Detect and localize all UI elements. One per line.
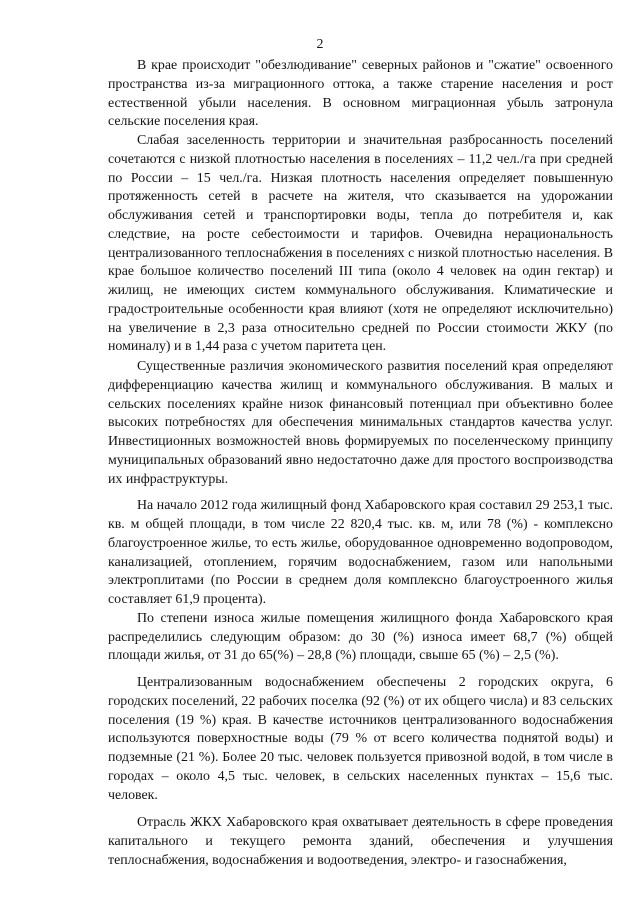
paragraph-housing-utilities-sector: Отрасль ЖКХ Хабаровского края охватывает деятельность в сфере проведения капитального и текущего ремонта зданий, обеспечения и улучшения теплоснабжения, водоснабжения и водоотведения, электро- и газоснабжения, (108, 815, 613, 868)
body-text (108, 57, 613, 871)
paragraph-depopulation: В крае происходит "обезлюдивание" северных районов и "сжатие" освоенного пространства из-за миграционного оттока, а также старение населения и рост естественной убыли населения. В основном миграционная убыль затронула сельские поселения края. (108, 58, 613, 130)
paragraph-population-density: Слабая заселенность территории и значительная разбросанность поселений сочетаются с низкой плотностью населения в поселениях – 11,2 чел./га при средней по России – 15 чел./га. Низкая плотность населения определяет повышенную протяженность сетей в расчете на жителя, что сказывается на удорожании обслуживания сетей и транспортировки воды, тепла до потребителя и, как следствие, на росте себестоимости и тарифов. Очевидна нерациональность централизованного теплоснабжения в поселениях с низкой плотностью населения. В крае большое количество поселений III типа (около 4 человек на один гектар) и жилищ, не имеющих систем коммунального обслуживания. Климатические и градостроительные особенности края влияют (хотя не определяют исключительно) на увеличение в 2,3 раза относительно средней по России стоимости ЖКУ (по номиналу) и в 1,44 раза с учетом паритета цен. (108, 133, 613, 355)
paragraph-water-supply: Централизованным водоснабжением обеспечены 2 городских округа, 6 городских поселений, 22 рабочих поселка (92 (%) от их общего числа) и 83 сельских поселения (19 %) края. В качестве источников централизованного водоснабжения используются поверхностные воды (79 % от всего количества поднятой воды) и подземные (21 %). Более 20 тыс. человек пользуется привозной водой, в том числе в городах – около 4,5 тыс. человек, в сельских населенных пунктах – 15,6 тыс. человек. (108, 675, 613, 803)
paragraph-wear-degree: По степени износа жилые помещения жилищного фонда Хабаровского края распределились следующим образом: до 30 (%) износа имеет 68,7 (%) общей площади жилья, от 31 до 65(%) – 28,8 (%) площади, свыше 65 (%) – 2,5 (%). (108, 610, 613, 664)
paragraph-housing-stock: На начало 2012 года жилищный фонд Хабаровского края составил 29 253,1 тыс. кв. м общей площади, в том числе 22 820,4 тыс. кв. м, или 78 (%) - комплексно благоустроенное жилье, то есть жилье, оборудованное одновременно водопроводом, канализацией, отоплением, горячим водоснабжением, газом или напольными электроплитами (по России в среднем доля комплексно благоустроенного жилья составляет 61,9 процента). (108, 498, 613, 607)
page-number: 2 (316, 37, 324, 52)
paragraph-economic-differences: Существенные различия экономического развития поселений края определяют дифференциацию качества жилищ и коммунального обслуживания. В малых и сельских поселениях крайне низок финансовый потенциал при объективно более высоких потребностях для обеспечения минимальных стандартов качества услуг. Инвестиционных возможностей вновь формируемых по поселенческому принципу муниципальных образований явно недостаточно даже для простого воспроизводства их инфраструктуры. (108, 359, 613, 487)
